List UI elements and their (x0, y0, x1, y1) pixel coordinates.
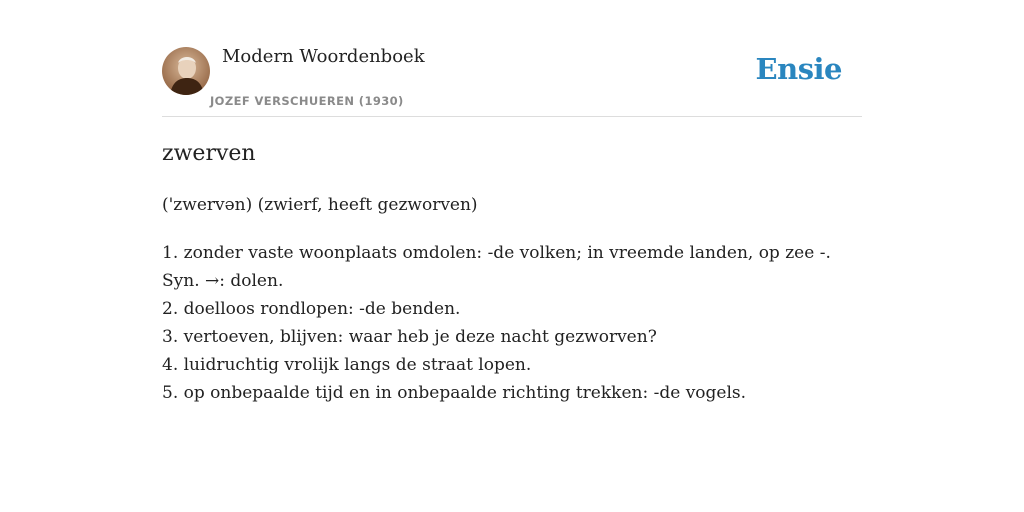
book-title[interactable]: Modern Woordenboek (222, 46, 425, 67)
definition-item: 5. op onbepaalde tijd en in onbepaalde richting trekken: -de vogels. (162, 383, 747, 403)
definition-item: 2. doelloos rondlopen: -de benden. (162, 299, 461, 319)
author-name[interactable]: JOZEF VERSCHUEREN (1930) (210, 94, 404, 108)
definition-item: 4. luidruchtig vrolijk langs de straat lopen. (162, 355, 532, 375)
entry-pronunciation: ('zwervən) (zwierf, heeft gezworven) (162, 195, 478, 215)
definition-list (162, 239, 867, 407)
page-container (162, 0, 862, 403)
ensie-logo[interactable]: Ensie (755, 52, 842, 86)
author-portrait-icon[interactable] (162, 47, 210, 95)
definition-item: 1. zonder vaste woonplaats omdolen: -de volken; in vreemde landen, op zee -. Syn. →: dolen. (162, 243, 831, 291)
entry-headword: zwerven (162, 141, 256, 166)
definition-item: 3. vertoeven, blijven: waar heb je deze nacht gezworven? (162, 327, 657, 347)
dictionary-header (162, 0, 862, 117)
